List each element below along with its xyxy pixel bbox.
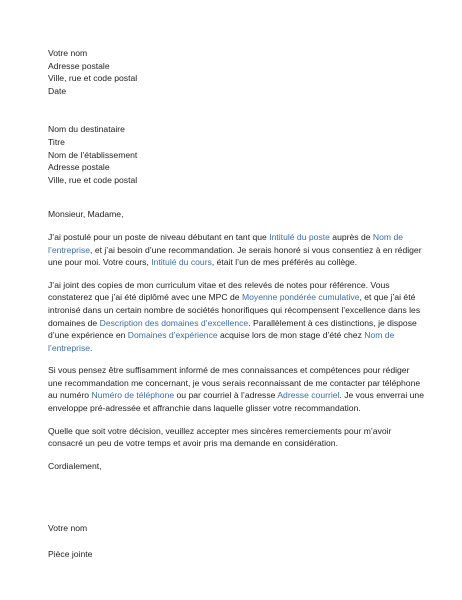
body-text: acquise lors de mon stage d’été chez [217,330,365,341]
placeholder-email[interactable]: Adresse courriel [277,390,340,401]
placeholder-internship-company[interactable]: Nom de l’entreprise [48,330,395,353]
placeholder-company-name[interactable]: Nom de l’entreprise [48,231,403,255]
body-text: , et j’ai besoin d’une recommandation. Je serais honoré si vous consentiez à en rédiger une pour moi. Votre cours, [48,244,422,268]
recipient-address[interactable]: Adresse postale [48,162,110,173]
placeholder-phone[interactable]: Numéro de téléphone [91,390,175,401]
body-text: ou par courriel à l’adresse [174,390,278,401]
placeholder-experience-areas[interactable]: Domaines d’expérience [127,330,218,341]
body-text: J’ai postulé pour un poste de niveau débutant en tant que [48,231,270,242]
salutation[interactable]: Monsieur, Madame, [48,209,124,220]
body-text: Si vous pensez être suffisamment informé de mes connaissances et compétences pour rédiger une recommandation me concernant, je vous serais reconnaissant de me contacter par téléphone au numéro [48,365,421,401]
sender-address[interactable]: Adresse postale [48,60,110,71]
placeholder-gpa[interactable]: Moyenne pondérée cumulative [241,292,360,303]
placeholder-excellence-areas[interactable]: Description des domaines d’excellence [99,317,249,328]
body-text: auprès de [329,231,373,242]
placeholder-job-title[interactable]: Intitulé du poste [269,231,330,242]
enclosure-note[interactable]: Pièce jointe [48,549,93,560]
letter-date[interactable]: Date [48,85,67,96]
recipient-title[interactable]: Titre [48,136,65,147]
sender-block [48,47,426,97]
body-text: . Je vous enverrai une enveloppe pré-adressée et affranchie dans laquelle glisser votre recommandation. [48,390,424,414]
recipient-name[interactable]: Nom du destinataire [48,124,125,135]
sender-name[interactable]: Votre nom [48,48,88,58]
paragraph-4[interactable]: Quelle que soit votre décision, veuillez accepter mes sincères remerciements pour m’avoir consacré un peu de votre temps et avoir pris ma demande en considération. [48,425,392,449]
body-text: , était l’un de mes préférés au collège. [211,257,358,268]
recipient-block [48,123,426,186]
signature-name[interactable]: Votre nom [48,523,88,534]
recipient-city[interactable]: Ville, rue et code postal [48,174,138,185]
recipient-institution[interactable]: Nom de l’établissement [48,149,138,160]
paragraph-1[interactable] [48,231,426,269]
paragraph-2[interactable] [48,279,426,355]
paragraph-3[interactable] [48,364,426,414]
body-text: . Parallèlement à ces distinctions, je dispose d’une expérience en [48,317,417,341]
body-text: J’ai joint des copies de mon curriculum vitae et des relevés de notes pour référence. Vous constaterez que j’ai été diplômé avec une MPC de [48,279,390,303]
placeholder-course-title[interactable]: Intitulé du cours [151,257,212,268]
body-text: . [90,342,93,353]
closing[interactable]: Cordialement, [48,460,102,471]
body-text: , et que j’ai été intronisé dans un certain nombre de sociétés honorifiques qui récompensent l’excellence dans les domaines de [48,292,421,328]
sender-city[interactable]: Ville, rue et code postal [48,73,138,84]
